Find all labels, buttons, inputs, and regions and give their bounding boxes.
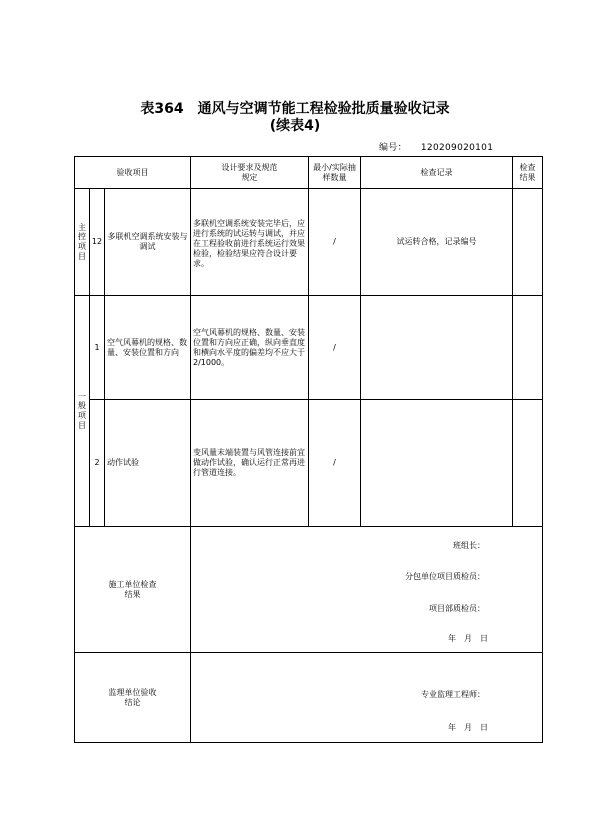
supervision-signatures: [191, 653, 543, 743]
row-record: [361, 400, 513, 527]
row-result: [513, 400, 543, 527]
row-item-name: 空气风幕机的规格、数量、安装位置和方向: [105, 296, 191, 400]
supervision-label: 监理单位验收结论: [75, 653, 191, 743]
supervision-engineer-label: 专业监理工程师：: [421, 690, 485, 699]
row-sample: /: [309, 296, 361, 400]
row-no: 2: [90, 400, 105, 527]
row-no: 1: [90, 296, 105, 400]
inspection-table: [74, 156, 543, 743]
code-label: 编号：: [379, 143, 407, 153]
row-sample: /: [309, 189, 361, 296]
header-min-sample: 最小/实际抽样数量: [309, 157, 361, 189]
header-result: 检查结果: [513, 157, 543, 189]
header-item: 验收项目: [75, 157, 191, 189]
row-record: 试运转合格，记录编号: [361, 189, 513, 296]
row-item-name: 动作试验: [105, 400, 191, 527]
row-result: [513, 189, 543, 296]
supervision-row: [75, 653, 543, 743]
team-leader-label: 班组长：: [453, 541, 485, 550]
construction-check-signatures: [191, 527, 543, 653]
row-requirement: 变风量末端装置与风管连接前宜做动作试验，确认运行正常再进行管道连接。: [191, 400, 309, 527]
table-row: [75, 296, 543, 400]
construction-check-label: 施工单位检查结果: [75, 527, 191, 653]
table-header-row: [75, 157, 543, 189]
table-row: [75, 400, 543, 527]
row-requirement: 空气风幕机的规格、数量、安装位置和方向应正确，纵向垂直度和横向水平度的偏差均不应大于2/1000。: [191, 296, 309, 400]
sub-inspector-label: 分包单位项目质检员：: [405, 572, 485, 581]
category-general: 一般项目: [75, 296, 90, 527]
project-inspector-label: 项目部质检员：: [429, 604, 485, 613]
construction-check-row: [75, 527, 543, 653]
row-item-name: 多联机空调系统安装与调试: [105, 189, 191, 296]
row-sample: /: [309, 400, 361, 527]
page-subtitle: (续表4): [269, 118, 321, 134]
row-record: [361, 296, 513, 400]
supervision-date: 年 月 日: [448, 723, 488, 732]
header-design: 设计要求及规范规定: [191, 157, 309, 189]
table-row: [75, 189, 543, 296]
row-no: 12: [90, 189, 105, 296]
page-title: 表364 通风与空调节能工程检验批质量验收记录: [140, 101, 450, 117]
code-value: 120209020101: [420, 143, 494, 153]
row-result: [513, 296, 543, 400]
construction-date: 年 月 日: [448, 634, 488, 643]
row-requirement: 多联机空调系统安装完毕后，应进行系统的试运转与调试，并应在工程验收前进行系统运行效果检验，检验结果应符合设计要求。: [191, 189, 309, 296]
record-code: [379, 140, 493, 153]
header-record: 检查记录: [361, 157, 513, 189]
category-main-control: 主控项目: [75, 189, 90, 296]
